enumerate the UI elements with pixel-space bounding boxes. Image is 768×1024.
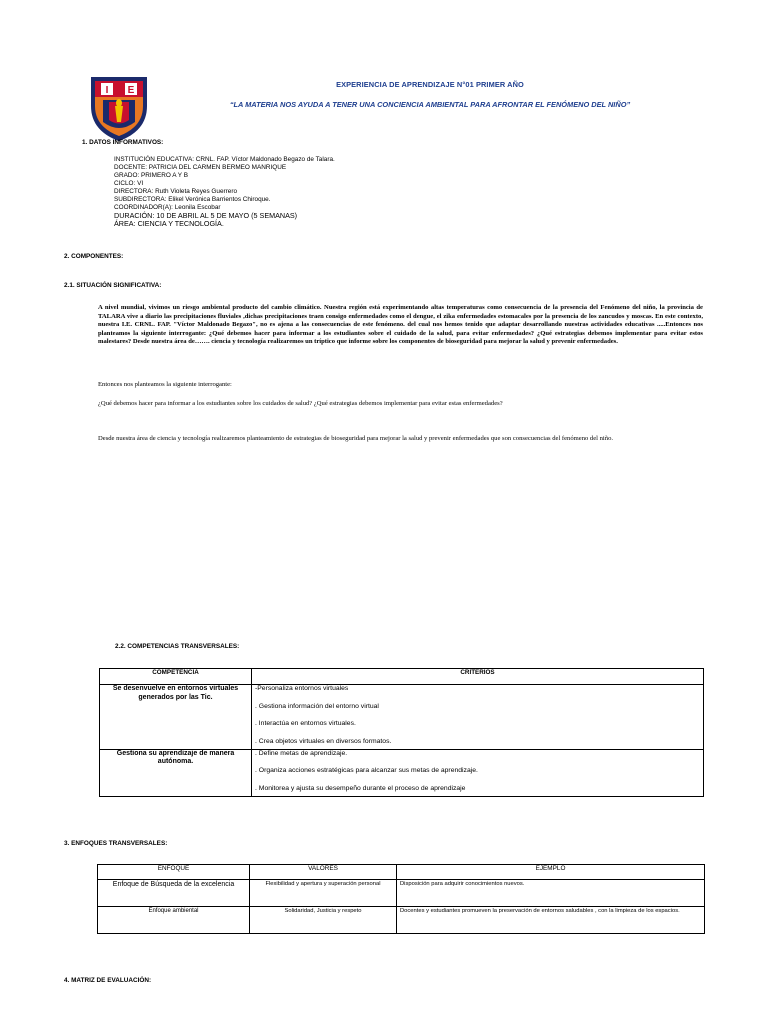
enfoque-cell: Enfoque ambiental [98, 907, 250, 934]
header-valores: VALORES [250, 865, 397, 880]
info-list [114, 156, 335, 228]
section-2-2-heading: 2.2. COMPETENCIAS TRANSVERSALES: [115, 643, 240, 650]
info-director: DIRECTORA: Ruth Violeta Reyes Guerrero [114, 188, 238, 195]
criterio-item: . Define metas de aprendizaje. [255, 749, 348, 757]
valores-cell: Flexibilidad y apertura y superación personal [250, 880, 397, 907]
area-paragraph: Desde nuestra área de ciencia y tecnología realizaremos planteamiento de estrategias de bioseguridad para mejorar la salud y prevenir enfermedades que son consecuencias del fenómeno del niño. [98, 435, 614, 442]
ejemplo-cell: Docentes y estudiantes promueven la preservación de entornos saludables , con la limpieza de los espacios. [397, 907, 705, 934]
document-title: EXPERIENCIA DE APRENDIZAJE N°01 PRIMER AÑO [336, 80, 524, 89]
section-2-heading: 2. COMPONENTES: [64, 253, 124, 260]
ejemplo-cell: Disposición para adquirir conocimientos nuevos. [397, 880, 705, 907]
criterio-item: . Organiza acciones estratégicas para alcanzar sus metas de aprendizaje. [255, 767, 478, 774]
competencia-cell: Gestiona su aprendizaje de manera autónoma. [100, 749, 252, 796]
document-subtitle: “LA MATERIA NOS AYUDA A TENER UNA CONCIENCIA AMBIENTAL PARA AFRONTAR EL FENÓMENO DEL NIÑO” [229, 100, 631, 109]
table-row [98, 880, 705, 907]
header-ejemplo: EJEMPLO [397, 865, 705, 880]
criterio-item: . Monitorea y ajusta su desempeño durante el proceso de aprendizaje [255, 784, 466, 792]
question-text: ¿Qué debemos hacer para informar a los estudiantes sobre los cuidados de salud? ¿Qué estrategias debemos implementar para evitar estas enfermedades? [98, 400, 503, 407]
criterio-item: . Interactúa en entornos virtuales. [255, 720, 356, 727]
logo-letter-e: E [127, 85, 135, 96]
info-duration: DURACIÓN: 10 DE ABRIL AL 5 DE MAYO (5 SEMANAS) [114, 211, 298, 220]
info-subdirector: SUBDIRECTORA: Elikel Verónica Barrientos Chiroque. [114, 196, 271, 203]
table-header-row [100, 669, 704, 685]
enfoque-cell: Enfoque de Búsqueda de la excelencia [98, 880, 250, 907]
info-coordinator: COORDINADOR(A): Leonila Escobar [114, 204, 221, 211]
table-row [100, 749, 704, 796]
enfoques-table [97, 864, 705, 934]
valores-cell: Solidaridad, Justicia y respeto [250, 907, 397, 934]
header-enfoque: ENFOQUE [98, 865, 250, 880]
section-3-heading: 3. ENFOQUES TRANSVERSALES: [64, 840, 168, 847]
section-2-1-heading: 2.1. SITUACIÓN SIGNIFICATIVA: [64, 282, 162, 289]
question-intro: Entonces nos planteamos la siguiente interrogante: [98, 381, 232, 388]
criterio-item: . Gestiona información del entorno virtual [255, 702, 379, 710]
info-grade: GRADO: PRIMERO A Y B [114, 172, 188, 179]
table-header-row [98, 865, 705, 880]
competencias-table [99, 668, 704, 797]
criterio-item: . Crea objetos virtuales en diversos formatos. [255, 737, 392, 745]
criterios-cell [252, 749, 704, 796]
info-area: ÁREA: CIENCIA Y TECNOLOGÍA. [114, 219, 224, 228]
criterios-cell [252, 685, 704, 750]
info-teacher: DOCENTE: PATRICIA DEL CARMEN BERMEO MANRIQUE [114, 164, 287, 171]
info-institution: INSTITUCIÓN EDUCATIVA: CRNL. FAP. Víctor Maldonado Begazo de Talara. [114, 156, 335, 163]
criterio-item: -Personaliza entornos virtuales [255, 685, 349, 692]
header-competencia: COMPETENCIA [100, 669, 252, 685]
competencia-cell: Se desenvuelve en entornos virtuales generados por las Tic. [100, 685, 252, 750]
section-4-heading: 4. MATRIZ DE EVALUACIÓN: [64, 977, 152, 984]
info-cycle: CICLO: VI [114, 180, 144, 187]
table-row [100, 685, 704, 750]
situation-paragraph: A nivel mundial, vivimos un riesgo ambiental producto del cambio climático. Nuestra región está experimentando altas temperaturas como consecuencia de la presencia del Fenómeno del niño, la provincia de TALARA vive a diario las precipitaciones fluviales ,dichas precipitaciones traen consigo enfermedades como el dengue, el zika enfermedades estomacales por la presencia de los zancudos y moscas. En este contexto, nuestra I.E. CRNL. FAP. "Víctor Maldonado Begazo", no es ajena a las consecuencias de este fenómeno. del cual nos hemos tenido que adaptar desarrollando nuestras actividades educativas .....Entonces nos planteamos la siguiente interrogante: ¿Qué debemos hacer para informar a los estudiantes sobre el cuidado de la salud, para evitar enfermedades? ¿Qué estrategias debemos implementar para evitar estos malestares? Desde nuestra área de……. ciencia y tecnología realizaremos un tríptico que informe sobre los componentes de bioseguridad para mejorar la salud y prevenir enfermedades. [98, 304, 703, 346]
table-row [98, 907, 705, 934]
section-1-heading: 1. DATOS INFORMATIVOS: [82, 139, 164, 146]
header-criterios: CRITERIOS [252, 669, 704, 685]
logo-letter-i: I [105, 85, 109, 96]
